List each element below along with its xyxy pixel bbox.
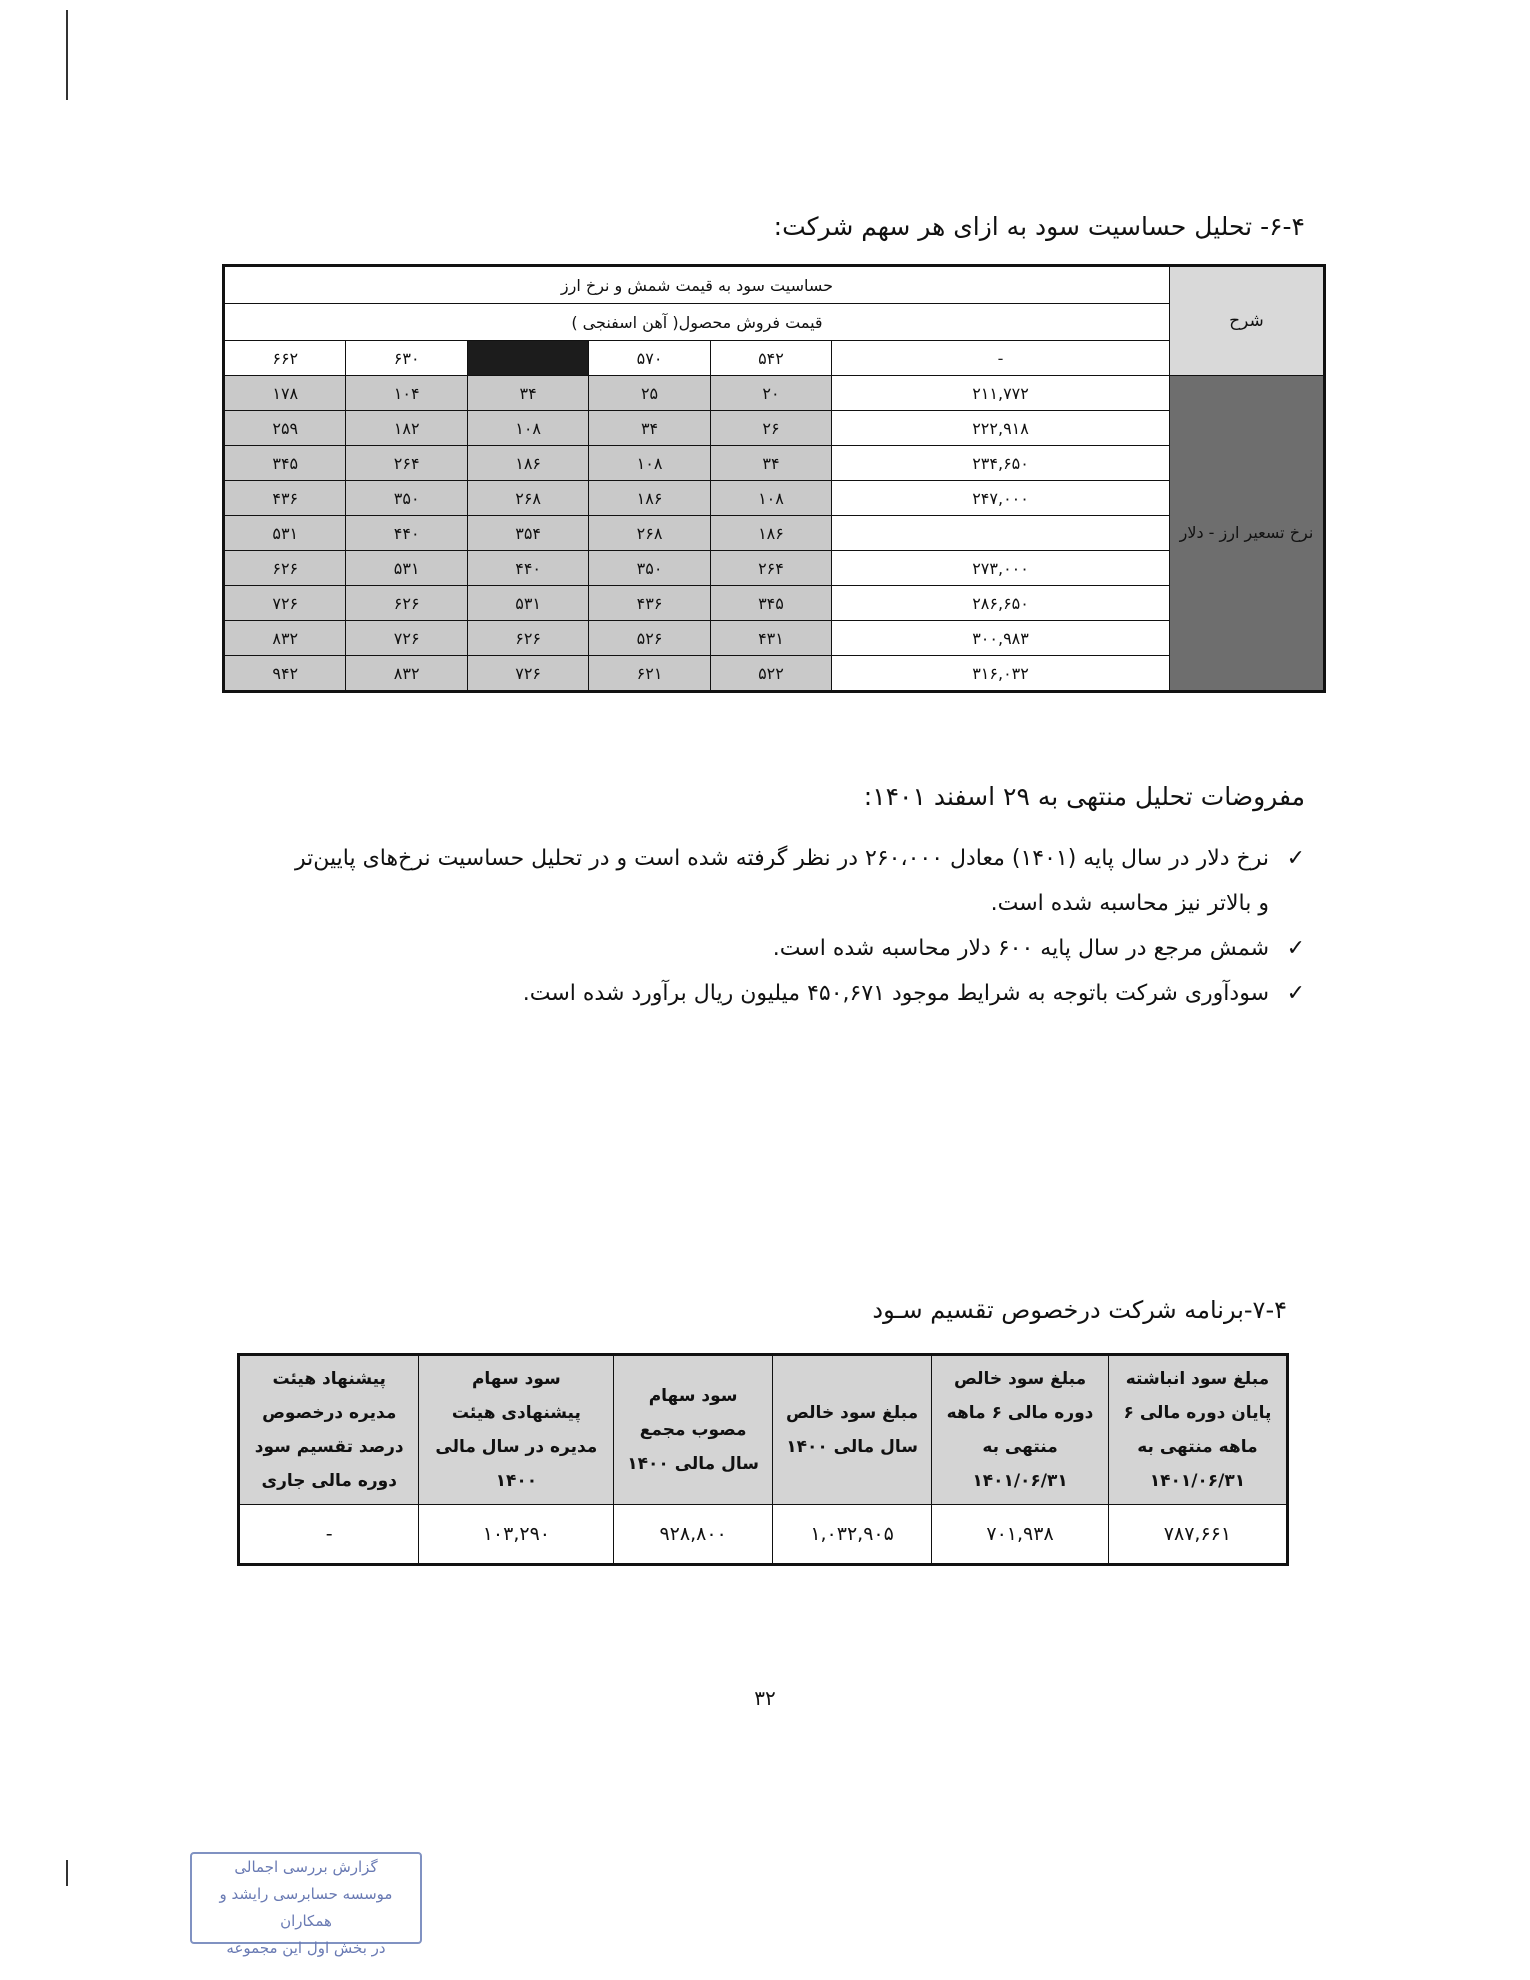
eps-value-cell: ۱۸۶ (710, 516, 831, 551)
eps-value-cell: ۲۶۸ (589, 516, 710, 551)
assumption-item (215, 836, 1305, 926)
dividend-value-cell: ۹۲۸,۸۰۰ (614, 1505, 773, 1565)
eps-value-cell: ۱۰۸ (589, 446, 710, 481)
audit-stamp (190, 1852, 422, 1957)
header-line: پایان دوره مالی ۶ (1123, 1403, 1272, 1423)
assumption-line: نرخ دلار در سال پایه (۱۴۰۱) معادل ۲۶۰،۰۰۰ در نظر گرفته شده است و در تحلیل حساسیت نرخ‌های پایین‌تر (295, 846, 1269, 871)
eps-value-cell: ۳۴ (467, 376, 588, 411)
eps-value-cell: ۷۲۶ (346, 621, 467, 656)
header-line: مبلغ سود خالص (953, 1369, 1087, 1389)
assumption-text (215, 971, 1269, 1016)
assumption-line: سودآوری شرکت باتوجه به شرایط موجود ۴۵۰,۶۷۱ میلیون ریال برآورد شده است. (522, 981, 1269, 1006)
dividend-table (237, 1353, 1289, 1566)
exchange-rate-cell: ۲۳۴,۶۵۰ (832, 446, 1170, 481)
header-line: مصوب مجمع (639, 1420, 747, 1440)
dividend-heading: ۷-۴-برنامه شرکت درخصوص تقسیم سـود (872, 1296, 1287, 1324)
dividend-value-cell: - (239, 1505, 419, 1565)
header-line: ۱۴۰۱/۰۶/۳۱ (1149, 1471, 1246, 1491)
eps-value-cell: ۳۴ (589, 411, 710, 446)
exchange-rate-cell: ۲۷۳,۰۰۰ (832, 551, 1170, 586)
exchange-rate-cell: ۳۰۰,۹۸۳ (832, 621, 1170, 656)
assumption-item (215, 926, 1305, 971)
sensitivity-heading: ۶-۴- تحلیل حساسیت سود به ازای هر سهم شرکت: (773, 212, 1305, 241)
dividend-value-cell: ۱۰۳,۲۹۰ (419, 1505, 614, 1565)
eps-value-cell: ۱۰۴ (346, 376, 467, 411)
assumption-text (215, 926, 1269, 971)
eps-value-cell: ۲۶۸ (467, 481, 588, 516)
eps-value-cell: ۶۲۶ (224, 551, 346, 586)
eps-value-cell: ۱۰۸ (467, 411, 588, 446)
checkmark-icon: ✓ (1286, 936, 1305, 961)
table-row (224, 411, 1325, 446)
eps-value-cell: ۳۴۵ (710, 586, 831, 621)
exchange-rate-cell: ۲۴۷,۰۰۰ (832, 481, 1170, 516)
eps-value-cell: ۴۴۰ (346, 516, 467, 551)
header-line: ۱۴۰۰ (495, 1471, 538, 1491)
header-line: سود سهام (471, 1369, 561, 1389)
dividend-value-cell: ۷۸۷,۶۶۱ (1108, 1505, 1287, 1565)
dividend-value-cell: ۱,۰۳۲,۹۰۵ (772, 1505, 931, 1565)
desc-header: شرح (1169, 266, 1324, 376)
header-line: سال مالی ۱۴۰۰ (786, 1437, 918, 1457)
assumption-line: و بالاتر نیز محاسبه شده است. (990, 891, 1269, 916)
eps-value-cell: ۴۳۶ (224, 481, 346, 516)
header-line: درصد تقسیم سود (254, 1437, 404, 1457)
eps-value-cell: ۲۰ (710, 376, 831, 411)
eps-value-cell: ۱۰۸ (710, 481, 831, 516)
eps-value-cell: ۵۲۲ (710, 656, 831, 692)
table-row (224, 551, 1325, 586)
exchange-rate-cell: ۳۱۶,۰۳۲ (832, 656, 1170, 692)
eps-value-cell: ۳۵۰ (346, 481, 467, 516)
exchange-rate-cell: ۲۸۶,۶۵۰ (832, 586, 1170, 621)
header-line: ماهه منتهی به (1137, 1437, 1258, 1457)
header-line: دوره مالی ۶ ماهه (946, 1403, 1094, 1423)
price-column-header: ۶۳۰ (346, 341, 467, 376)
stamp-line: گزارش بررسی اجمالی (234, 1858, 378, 1876)
eps-value-cell: ۱۸۶ (467, 446, 588, 481)
sensitivity-table (222, 264, 1326, 693)
price-column-header: ۵۷۰ (589, 341, 710, 376)
eps-value-cell: ۲۵ (589, 376, 710, 411)
header-line: ۱۴۰۱/۰۶/۳۱ (972, 1471, 1068, 1491)
price-column-header (467, 341, 588, 376)
exchange-rate-cell: ۲۲۲,۹۱۸ (832, 411, 1170, 446)
header-line: مدیره در سال مالی (435, 1437, 598, 1457)
eps-value-cell: ۳۵۴ (467, 516, 588, 551)
dividend-header-cell (239, 1355, 419, 1505)
eps-value-cell: ۵۲۶ (589, 621, 710, 656)
assumption-line: شمش مرجع در سال پایه ۶۰۰ دلار محاسبه شده است. (772, 936, 1269, 961)
stamp-line: در بخش اول این مجموعه (226, 1939, 386, 1957)
header-line: مدیره درخصوص (262, 1403, 397, 1423)
eps-value-cell: ۵۳۱ (224, 516, 346, 551)
table-row (224, 586, 1325, 621)
sensitivity-title: حساسیت سود به قیمت شمش و نرخ ارز (224, 266, 1170, 304)
dividend-header-cell (772, 1355, 931, 1505)
sensitivity-subtitle: قیمت فروش محصول( آهن اسفنجی ) (224, 304, 1170, 341)
header-line: سود سهام (648, 1386, 738, 1406)
eps-value-cell: ۵۳۱ (346, 551, 467, 586)
exchange-rate-label: نرخ تسعیر ارز - دلار (1169, 376, 1324, 692)
dividend-header-cell (932, 1355, 1109, 1505)
eps-value-cell: ۸۳۲ (224, 621, 346, 656)
header-line: دوره مالی جاری (261, 1471, 397, 1491)
header-line: منتهی به (982, 1437, 1058, 1457)
eps-value-cell: ۱۷۸ (224, 376, 346, 411)
checkmark-icon: ✓ (1286, 981, 1305, 1006)
assumptions-list (215, 836, 1305, 1016)
table-row (224, 656, 1325, 692)
eps-value-cell: ۵۳۱ (467, 586, 588, 621)
margin-rule (66, 10, 68, 100)
dividend-header-cell (419, 1355, 614, 1505)
table-row (224, 516, 1325, 551)
header-line: مبلغ سود خالص (785, 1403, 919, 1423)
eps-value-cell: ۹۴۲ (224, 656, 346, 692)
eps-value-cell: ۴۳۱ (710, 621, 831, 656)
dividend-header-cell (1108, 1355, 1287, 1505)
eps-value-cell: ۳۴۵ (224, 446, 346, 481)
table-row (224, 446, 1325, 481)
dividend-header-cell (614, 1355, 773, 1505)
eps-value-cell: ۲۶۴ (346, 446, 467, 481)
assumptions-heading: مفروضات تحلیل منتهی به ۲۹ اسفند ۱۴۰۱: (863, 782, 1305, 811)
exchange-rate-cell: ۲۱۱,۷۷۲ (832, 376, 1170, 411)
page-number: ۳۲ (754, 1686, 776, 1710)
eps-value-cell: ۲۶۴ (710, 551, 831, 586)
eps-value-cell: ۷۲۶ (224, 586, 346, 621)
price-column-header: ۵۴۲ (710, 341, 831, 376)
table-row (224, 481, 1325, 516)
eps-value-cell: ۳۵۰ (589, 551, 710, 586)
exchange-rate-cell (832, 516, 1170, 551)
eps-value-cell: ۱۸۲ (346, 411, 467, 446)
stamp-line: موسسه حسابرسی رایشد و همکاران (219, 1885, 393, 1930)
table-row (224, 376, 1325, 411)
eps-value-cell: ۷۲۶ (467, 656, 588, 692)
assumption-text (215, 836, 1269, 926)
eps-value-cell: ۱۸۶ (589, 481, 710, 516)
header-line: پیشنهادی هیئت (451, 1403, 581, 1423)
margin-rule-bottom (66, 1860, 68, 1886)
eps-value-cell: ۴۴۰ (467, 551, 588, 586)
dividend-value-cell: ۷۰۱,۹۳۸ (932, 1505, 1109, 1565)
corner-cell: - (832, 341, 1170, 376)
header-line: پیشنهاد هیئت (272, 1369, 386, 1389)
assumption-item (215, 971, 1305, 1016)
eps-value-cell: ۳۴ (710, 446, 831, 481)
eps-value-cell: ۶۲۶ (346, 586, 467, 621)
eps-value-cell: ۴۳۶ (589, 586, 710, 621)
header-line: سال مالی ۱۴۰۰ (627, 1454, 759, 1474)
header-line: مبلغ سود انباشته (1125, 1369, 1270, 1389)
eps-value-cell: ۲۵۹ (224, 411, 346, 446)
eps-value-cell: ۶۲۱ (589, 656, 710, 692)
table-row (224, 621, 1325, 656)
eps-value-cell: ۲۶ (710, 411, 831, 446)
checkmark-icon: ✓ (1286, 846, 1305, 871)
price-column-header: ۶۶۲ (224, 341, 346, 376)
eps-value-cell: ۶۲۶ (467, 621, 588, 656)
eps-value-cell: ۸۳۲ (346, 656, 467, 692)
